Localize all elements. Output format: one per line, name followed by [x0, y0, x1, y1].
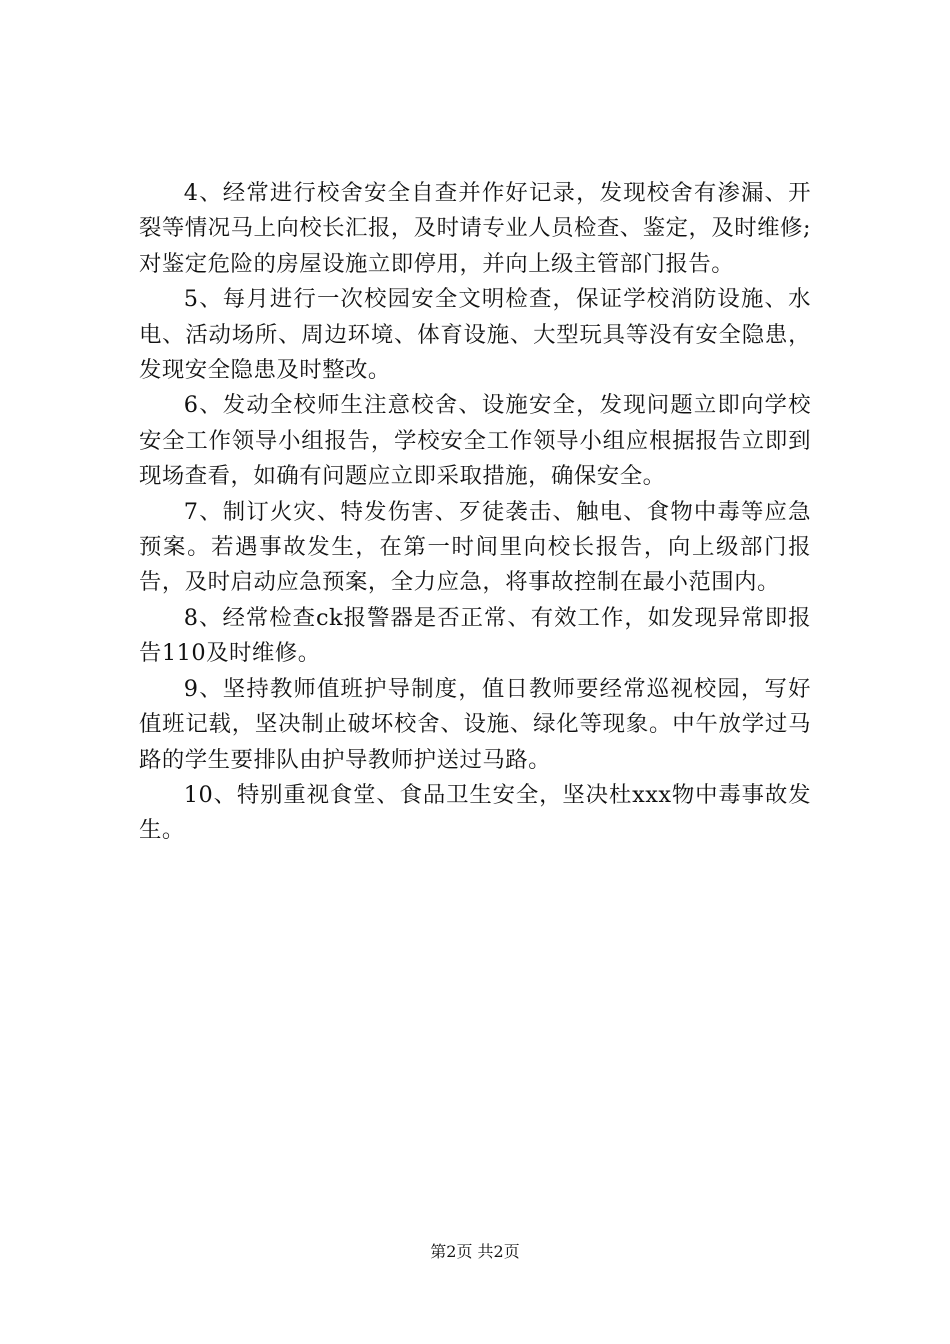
paragraph-item-4: 4、经常进行校舍安全自查并作好记录，发现校舍有渗漏、开裂等情况马上向校长汇报，及时请专业人员检查、鉴定，及时维修;对鉴定危险的房屋设施立即停用，并向上级主管部门报告。 [139, 180, 811, 277]
paragraph-item-10: 10、特别重视食堂、食品卫生安全，坚决杜xxx物中毒事故发生。 [139, 781, 811, 844]
paragraph-item-9: 9、坚持教师值班护导制度，值日教师要经常巡视校园，写好值班记载，坚决制止破坏校舍、设施、绿化等现象。中午放学过马路的学生要排队由护导教师护送过马路。 [139, 675, 811, 773]
page-footer [0, 1242, 950, 1262]
paragraph-item-6: 6、发动全校师生注意校舍、设施安全，发现问题立即向学校安全工作领导小组报告，学校安全工作领导小组应根据报告立即到现场查看，如确有问题应立即采取措施，确保安全。 [139, 392, 811, 490]
page-number-label: 第2页 共2页 [430, 1242, 520, 1261]
document-body [139, 176, 811, 849]
paragraph-item-5: 5、每月进行一次校园安全文明检查，保证学校消防设施、水电、活动场所、周边环境、体育设施、大型玩具等没有安全隐患，发现安全隐患及时整改。 [139, 286, 811, 384]
paragraph-item-8: 8、经常检查ck报警器是否正常、有效工作，如发现异常即报告110及时维修。 [139, 604, 811, 667]
paragraph-item-7: 7、制订火灾、特发伤害、歹徒袭击、触电、食物中毒等应急预案。若遇事故发生，在第一时间里向校长报告，向上级部门报告，及时启动应急预案，全力应急，将事故控制在最小范围内。 [139, 498, 811, 596]
